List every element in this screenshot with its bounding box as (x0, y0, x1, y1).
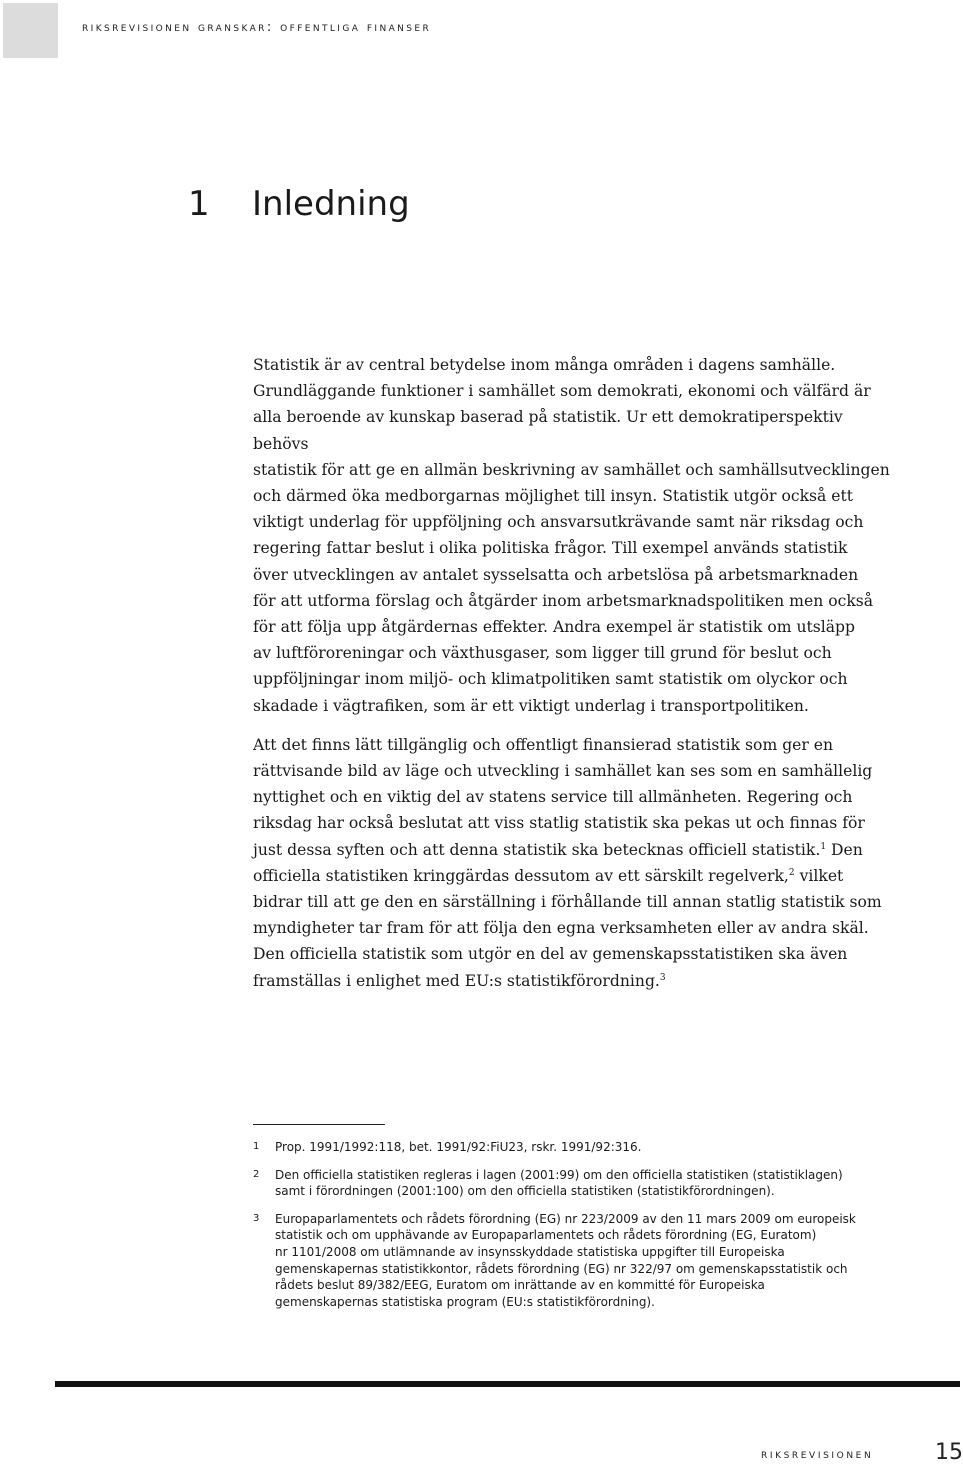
footnote-number: 3 (253, 1212, 260, 1224)
corner-marker (3, 3, 58, 58)
footnote-text: Den officiella statistiken regleras i lagen (2001:99) om den officiella statistiken (statistiklagen) samt i förordningen (2001:100) om den officiella statistiken (statistikförordningen). (275, 1167, 843, 1199)
footnote-ref-2[interactable]: 2 (788, 867, 795, 878)
footnote-ref-3[interactable]: 3 (659, 972, 666, 983)
footer-publisher: riksrevisionen (761, 1447, 874, 1462)
chapter-title: Inledning (252, 184, 410, 224)
footnote-text: Europaparlamentets och rådets förordning (EG) nr 223/2009 av den 11 mars 2009 om europeisk statistik och om upphävande av Europaparlamentets och rådets förordning (EG, Euratom) nr 1101/2008 om utlämnande av insynsskyddade statistiska uppgifter till Europeiska gemenskapernas statistikkontor, rådets förordning (EG) nr 322/97 om gemenskapsstatistik och rådets beslut 89/382/EEG, Euratom om inrättande av en kommitté för Europeiska gemenskapernas statistiska program (EU:s statistikförordning). (275, 1211, 856, 1309)
footnotes (253, 1139, 893, 1321)
running-head: riksrevisionen granskar: offentliga finanser (82, 20, 432, 35)
footnote-1 (253, 1139, 893, 1156)
chapter-heading (188, 184, 410, 224)
paragraph-2 (253, 732, 893, 994)
footnote-2 (253, 1167, 893, 1200)
footnote-number: 1 (253, 1141, 260, 1152)
footnote-text: Prop. 1991/1992:118, bet. 1991/92:FiU23, rskr. 1991/92:316. (275, 1140, 642, 1154)
page-number: 15 (935, 1440, 963, 1465)
paragraph-1: Statistik är av central betydelse inom många områden i dagens samhälle. Grundläggande funktioner i samhället som demokrati, ekonomi och välfärd är alla beroende av kunskap baserad på statistik. Ur ett demokratiperspektiv behövs statistik för att ge en allmän beskrivning av samhället och samhällsutvecklingen och därmed öka medborgarnas möjlighet till insyn. Statistik utgör också ett viktigt underlag för uppföljning och ansvarsutkrävande samt när riksdag och regering fattar beslut i olika politiska frågor. Till exempel används statistik över utvecklingen av antalet sysselsatta och arbetslösa på arbetsmarknaden för att utforma förslag och åtgärder inom arbetsmarknadspolitiken men också för att följa upp åtgärdernas effekter. Andra exempel är statistik om utsläpp av luftföroreningar och växthusgaser, som ligger till grund för beslut och uppföljningar inom miljö- och klimatpolitiken samt statistik om olyckor och skadade i vägtrafiken, som är ett viktigt underlag i transportpolitiken. (253, 356, 890, 715)
footnote-divider (253, 1124, 385, 1125)
footnote-3 (253, 1211, 893, 1311)
body-text (253, 352, 893, 1007)
paragraph-2-segment-3: vilket bidrar till att ge den en särställning i förhållande till annan statlig statistik som myndigheter tar fram för att följa den egna verksamheten eller av andra skäl. Den officiella statistik som utgör en del av gemenskapsstatistiken ska även framställas i enlighet med EU:s statistikförordning. (253, 866, 882, 990)
chapter-number: 1 (188, 184, 210, 224)
footnote-number: 2 (253, 1168, 260, 1180)
footer-rule (55, 1381, 960, 1387)
paragraph-2-segment-1: Att det finns lätt tillgänglig och offentligt finansierad statistik som ger en rättvisande bild av läge och utveckling i samhället kan ses som en samhällelig nyttighet och en viktig del av statens service till allmänheten. Regering och riksdag har också beslutat att viss statlig statistik ska pekas ut och finnas för just dessa syften och att denna statistik ska betecknas officiell statistik. (253, 735, 873, 859)
paragraph-2-segment-2: Den officiella statistiken kringgärdas dessutom av ett särskilt regelverk, (253, 840, 863, 885)
footnote-ref-1[interactable]: 1 (820, 841, 827, 852)
